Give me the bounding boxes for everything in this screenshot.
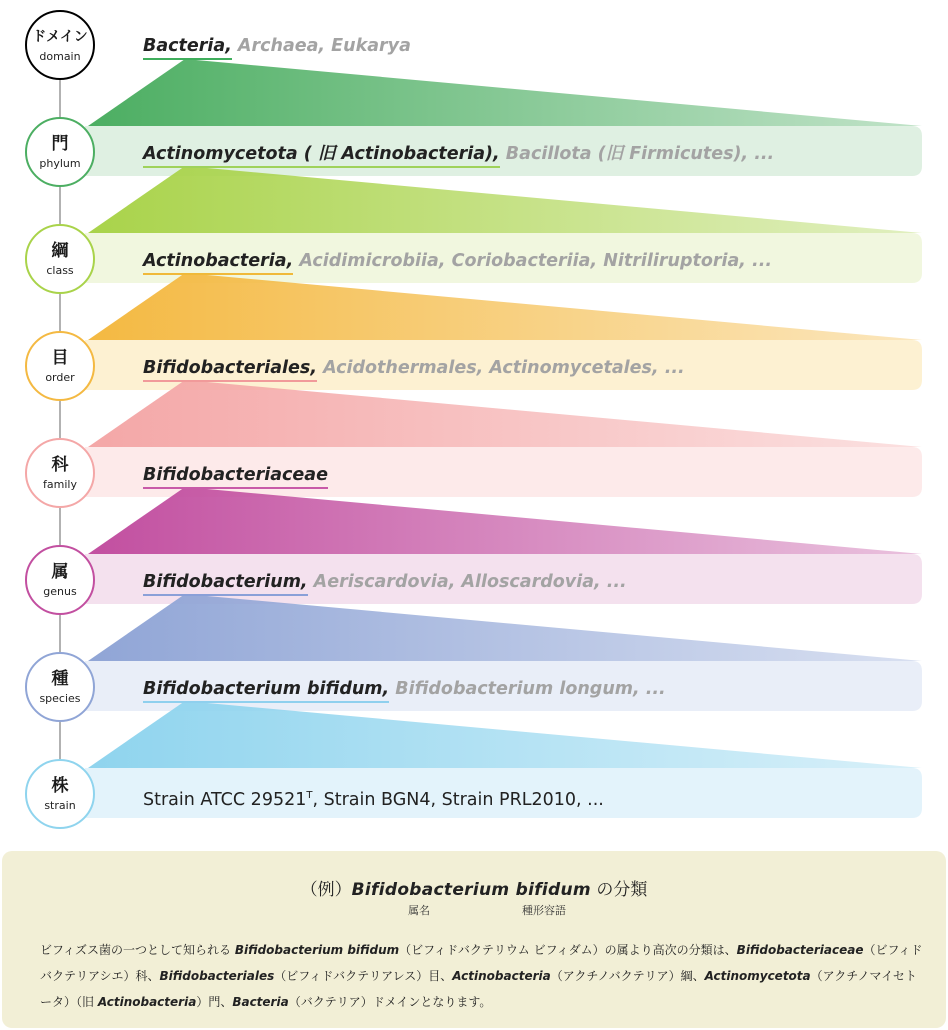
wedge-species bbox=[88, 594, 922, 661]
wedge-order bbox=[88, 273, 922, 340]
type-strain-mark: T bbox=[306, 790, 313, 801]
rank-kanji-phylum: 門 bbox=[51, 133, 69, 154]
rank-node-genus bbox=[25, 545, 95, 615]
example-taxon: Actinomycetota ( 旧 Actinobacteria), bbox=[143, 144, 500, 168]
rank-example-genus bbox=[143, 571, 627, 593]
rank-node-domain bbox=[25, 10, 95, 80]
note-title-prefix: （例） bbox=[300, 880, 352, 900]
wedge-family bbox=[88, 380, 922, 447]
rank-kanji-order: 目 bbox=[51, 347, 69, 368]
rank-label-genus: genus bbox=[43, 584, 77, 598]
rank-node-order bbox=[25, 331, 95, 401]
rank-label-species: species bbox=[39, 691, 81, 705]
rank-label-domain: domain bbox=[39, 49, 81, 63]
other-taxa: Acidimicrobiia, Coriobacteriia, Nitriliruptoria, ... bbox=[293, 251, 772, 271]
rank-label-family: family bbox=[43, 477, 77, 491]
other-taxa: Aeriscardovia, Alloscardovia, ... bbox=[307, 572, 627, 592]
other-taxa: Bifidobacterium longum, ... bbox=[389, 679, 666, 699]
rank-kanji-species: 種 bbox=[51, 668, 69, 689]
note-body: ビフィズス菌の一つとして知られる Bifidobacterium bifidum（ビフィドバクテリウム ビフィダム）の属より高次の分類は、Bifidobacteriaceae（ビフィドバクテリアシエ）科、Bifidobacteriales（ビフィドバクテリアレス）目、Actinobacteria（アクチノバクテリア）綱、Actinomycetota（アクチノマイセトータ）（旧 Actinobacteria）門、Bacteria（バクテリア）ドメインとなります。 bbox=[40, 943, 923, 1009]
other-taxa: Archaea, Eukarya bbox=[231, 36, 411, 56]
rank-example-domain bbox=[143, 35, 411, 57]
rank-label-class: class bbox=[46, 263, 74, 277]
example-taxon: Bifidobacterium bifidum, bbox=[143, 679, 389, 703]
rank-kanji-class: 綱 bbox=[51, 240, 69, 261]
example-taxon: Bifidobacteriaceae bbox=[143, 465, 328, 489]
example-note bbox=[2, 851, 946, 1028]
rank-label-strain: strain bbox=[44, 798, 76, 812]
note-title bbox=[2, 875, 946, 900]
wedge-strain bbox=[88, 701, 922, 768]
rank-example-family bbox=[143, 464, 328, 486]
other-taxa: Acidothermales, Actinomycetales, ... bbox=[316, 358, 685, 378]
rank-node-class bbox=[25, 224, 95, 294]
rank-label-order: order bbox=[45, 370, 75, 384]
example-taxon: Actinobacteria, bbox=[143, 251, 293, 275]
example-taxon: Strain ATCC 29521 bbox=[143, 789, 307, 810]
wedge-class bbox=[88, 166, 922, 233]
rank-example-class bbox=[143, 250, 772, 272]
example-taxon: Bifidobacterium, bbox=[143, 572, 308, 596]
rank-label-phylum: phylum bbox=[39, 156, 81, 170]
note-title-suffix: の分類 bbox=[590, 880, 648, 900]
rank-example-phylum bbox=[143, 143, 774, 165]
rank-node-strain bbox=[25, 759, 95, 829]
rank-example-species bbox=[143, 678, 666, 700]
rank-node-phylum bbox=[25, 117, 95, 187]
other-taxa: Bacillota (旧 Firmicutes), ... bbox=[499, 144, 775, 164]
note-label-species: 種形容語 bbox=[522, 904, 566, 917]
rank-kanji-family: 科 bbox=[51, 454, 69, 475]
rank-node-species bbox=[25, 652, 95, 722]
rank-example-order bbox=[143, 357, 685, 379]
rank-kanji-strain: 株 bbox=[51, 775, 69, 796]
example-taxon: Bifidobacteriales, bbox=[143, 358, 317, 382]
rank-kanji-domain: ドメイン bbox=[32, 28, 88, 45]
note-label-genus: 属名 bbox=[408, 904, 430, 917]
rank-node-family bbox=[25, 438, 95, 508]
rank-kanji-genus: 属 bbox=[51, 561, 69, 582]
rank-example-strain bbox=[143, 785, 604, 811]
example-taxon: Bacteria, bbox=[143, 36, 232, 60]
note-title-species: Bifidobacterium bifidum bbox=[351, 880, 591, 900]
wedge-genus bbox=[88, 487, 922, 554]
other-taxa: , Strain BGN4, Strain PRL2010, ... bbox=[312, 789, 604, 810]
wedge-phylum bbox=[88, 59, 922, 126]
